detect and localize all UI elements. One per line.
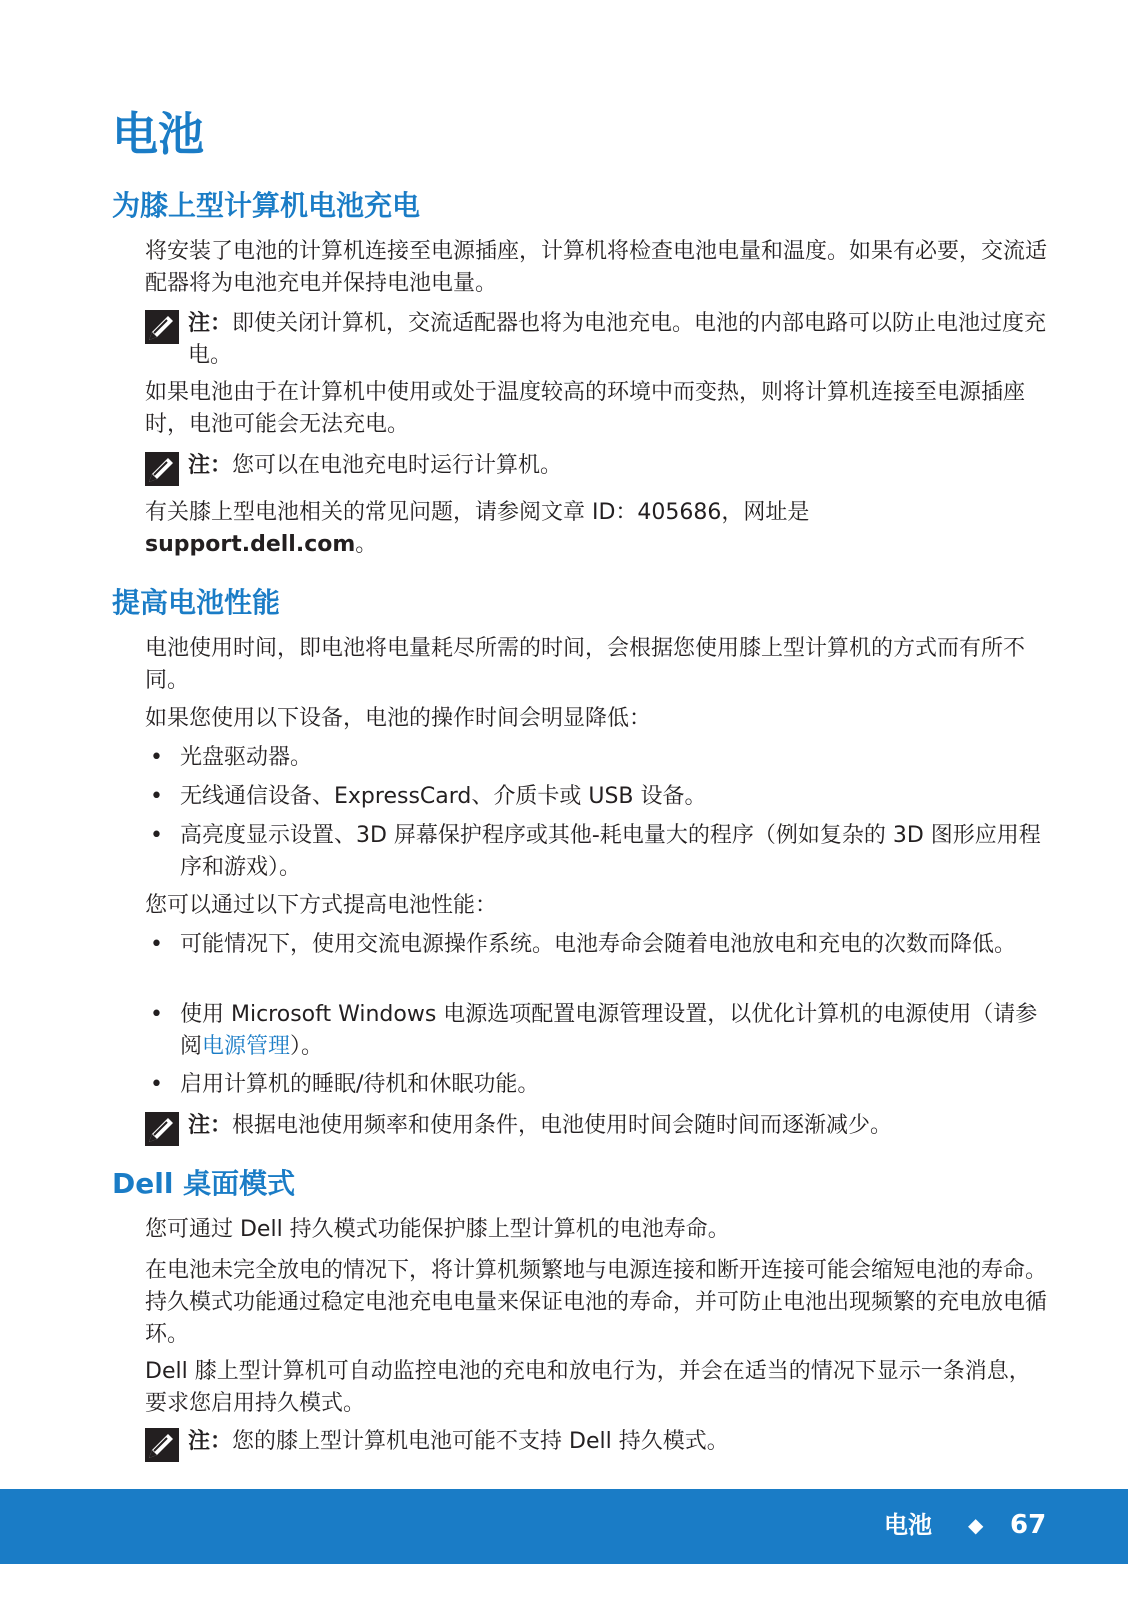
footer-section-name: 电池 [884,1511,932,1539]
note-label: 注： [188,1113,233,1138]
paragraph: 如果您使用以下设备，电池的操作时间会明显降低： [145,706,652,731]
page-title: 电池 [112,107,204,161]
list-item-text: 高亮度显示设置、3D 屏幕保护程序或其他-耗电量大的程序（例如复杂的 3D 图形应用程序和游戏）。 [180,823,1041,880]
bullet-icon: • [150,784,163,809]
bullet-icon: • [150,1002,163,1027]
support-url: support.dell.com [145,532,356,557]
note-label: 注： [188,311,233,336]
paragraph [145,497,1050,561]
note-label: 注： [188,453,233,478]
bullet-icon: • [150,932,163,957]
paragraph: 在电池未完全放电的情况下，将计算机频繁地与电源连接和断开连接可能会缩短电池的寿命。持久模式功能通过稳定电池充电电量来保证电池的寿命，并可防止电池出现频繁的充电放电循环。 [145,1258,1048,1347]
list-item-text-part: 使用 Microsoft Windows 电源选项配置电源管理设置，以优化计算机的电源使用（请参阅 [180,1002,1038,1059]
list-item-text [180,999,1050,1063]
footer-band [0,1489,1128,1564]
section-heading-performance: 提高电池性能 [112,586,281,619]
list-item-text: 光盘驱动器。 [180,745,313,770]
paragraph: 如果电池由于在计算机中使用或处于温度较高的环境中而变热，则将计算机连接至电源插座时，电池可能会无法充电。 [145,380,1026,437]
note-text: 您可以在电池充电时运行计算机。 [232,453,563,478]
bullet-icon: • [150,1072,163,1097]
section-heading-dell-mode: Dell 桌面模式 [112,1167,296,1200]
list-item-text: 启用计算机的睡眠/待机和休眠功能。 [180,1072,540,1097]
page-number: 67 [1010,1510,1047,1540]
paragraph: Dell 膝上型计算机可自动监控电池的充电和放电行为，并会在适当的情况下显示一条消息，要求您启用持久模式。 [145,1359,1031,1416]
list-item-text: 可能情况下，使用交流电源操作系统。电池寿命会随着电池放电和充电的次数而降低。 [180,932,1017,957]
faq-text: 有关膝上型电池相关的常见问题，请参阅文章 ID：405686，网址是 [145,500,810,525]
bullet-icon: • [150,745,163,770]
note-pencil-icon [145,452,179,486]
diamond-icon: ◆ [968,1513,984,1537]
bullet-icon: • [150,823,163,848]
paragraph: 将安装了电池的计算机连接至电源插座，计算机将检查电池电量和温度。如果有必要，交流适配器将为电池充电并保持电池电量。 [145,239,1048,296]
note-pencil-icon [145,310,179,344]
section-heading-charging: 为膝上型计算机电池充电 [112,189,421,222]
power-management-link[interactable]: 电源管理 [202,1034,291,1059]
paragraph: 电池使用时间，即电池将电量耗尽所需的时间，会根据您使用膝上型计算机的方式而有所不同。 [145,636,1026,693]
paragraph: 您可通过 Dell 持久模式功能保护膝上型计算机的电池寿命。 [145,1217,730,1242]
list-item-text-end: ）。 [290,1034,324,1059]
faq-end: 。 [355,532,378,557]
note-text: 根据电池使用频率和使用条件，电池使用时间会随时间而逐渐减少。 [232,1113,893,1138]
note-label: 注： [188,1429,233,1454]
note-text: 即使关闭计算机，交流适配器也将为电池充电。电池的内部电路可以防止电池过度充电。 [188,311,1047,368]
list-item-text: 无线通信设备、ExpressCard、介质卡或 USB 设备。 [180,784,707,809]
paragraph: 您可以通过以下方式提高电池性能： [145,893,498,918]
note-pencil-icon [145,1428,179,1462]
note-text: 您的膝上型计算机电池可能不支持 Dell 持久模式。 [232,1429,729,1454]
note-pencil-icon [145,1112,179,1146]
